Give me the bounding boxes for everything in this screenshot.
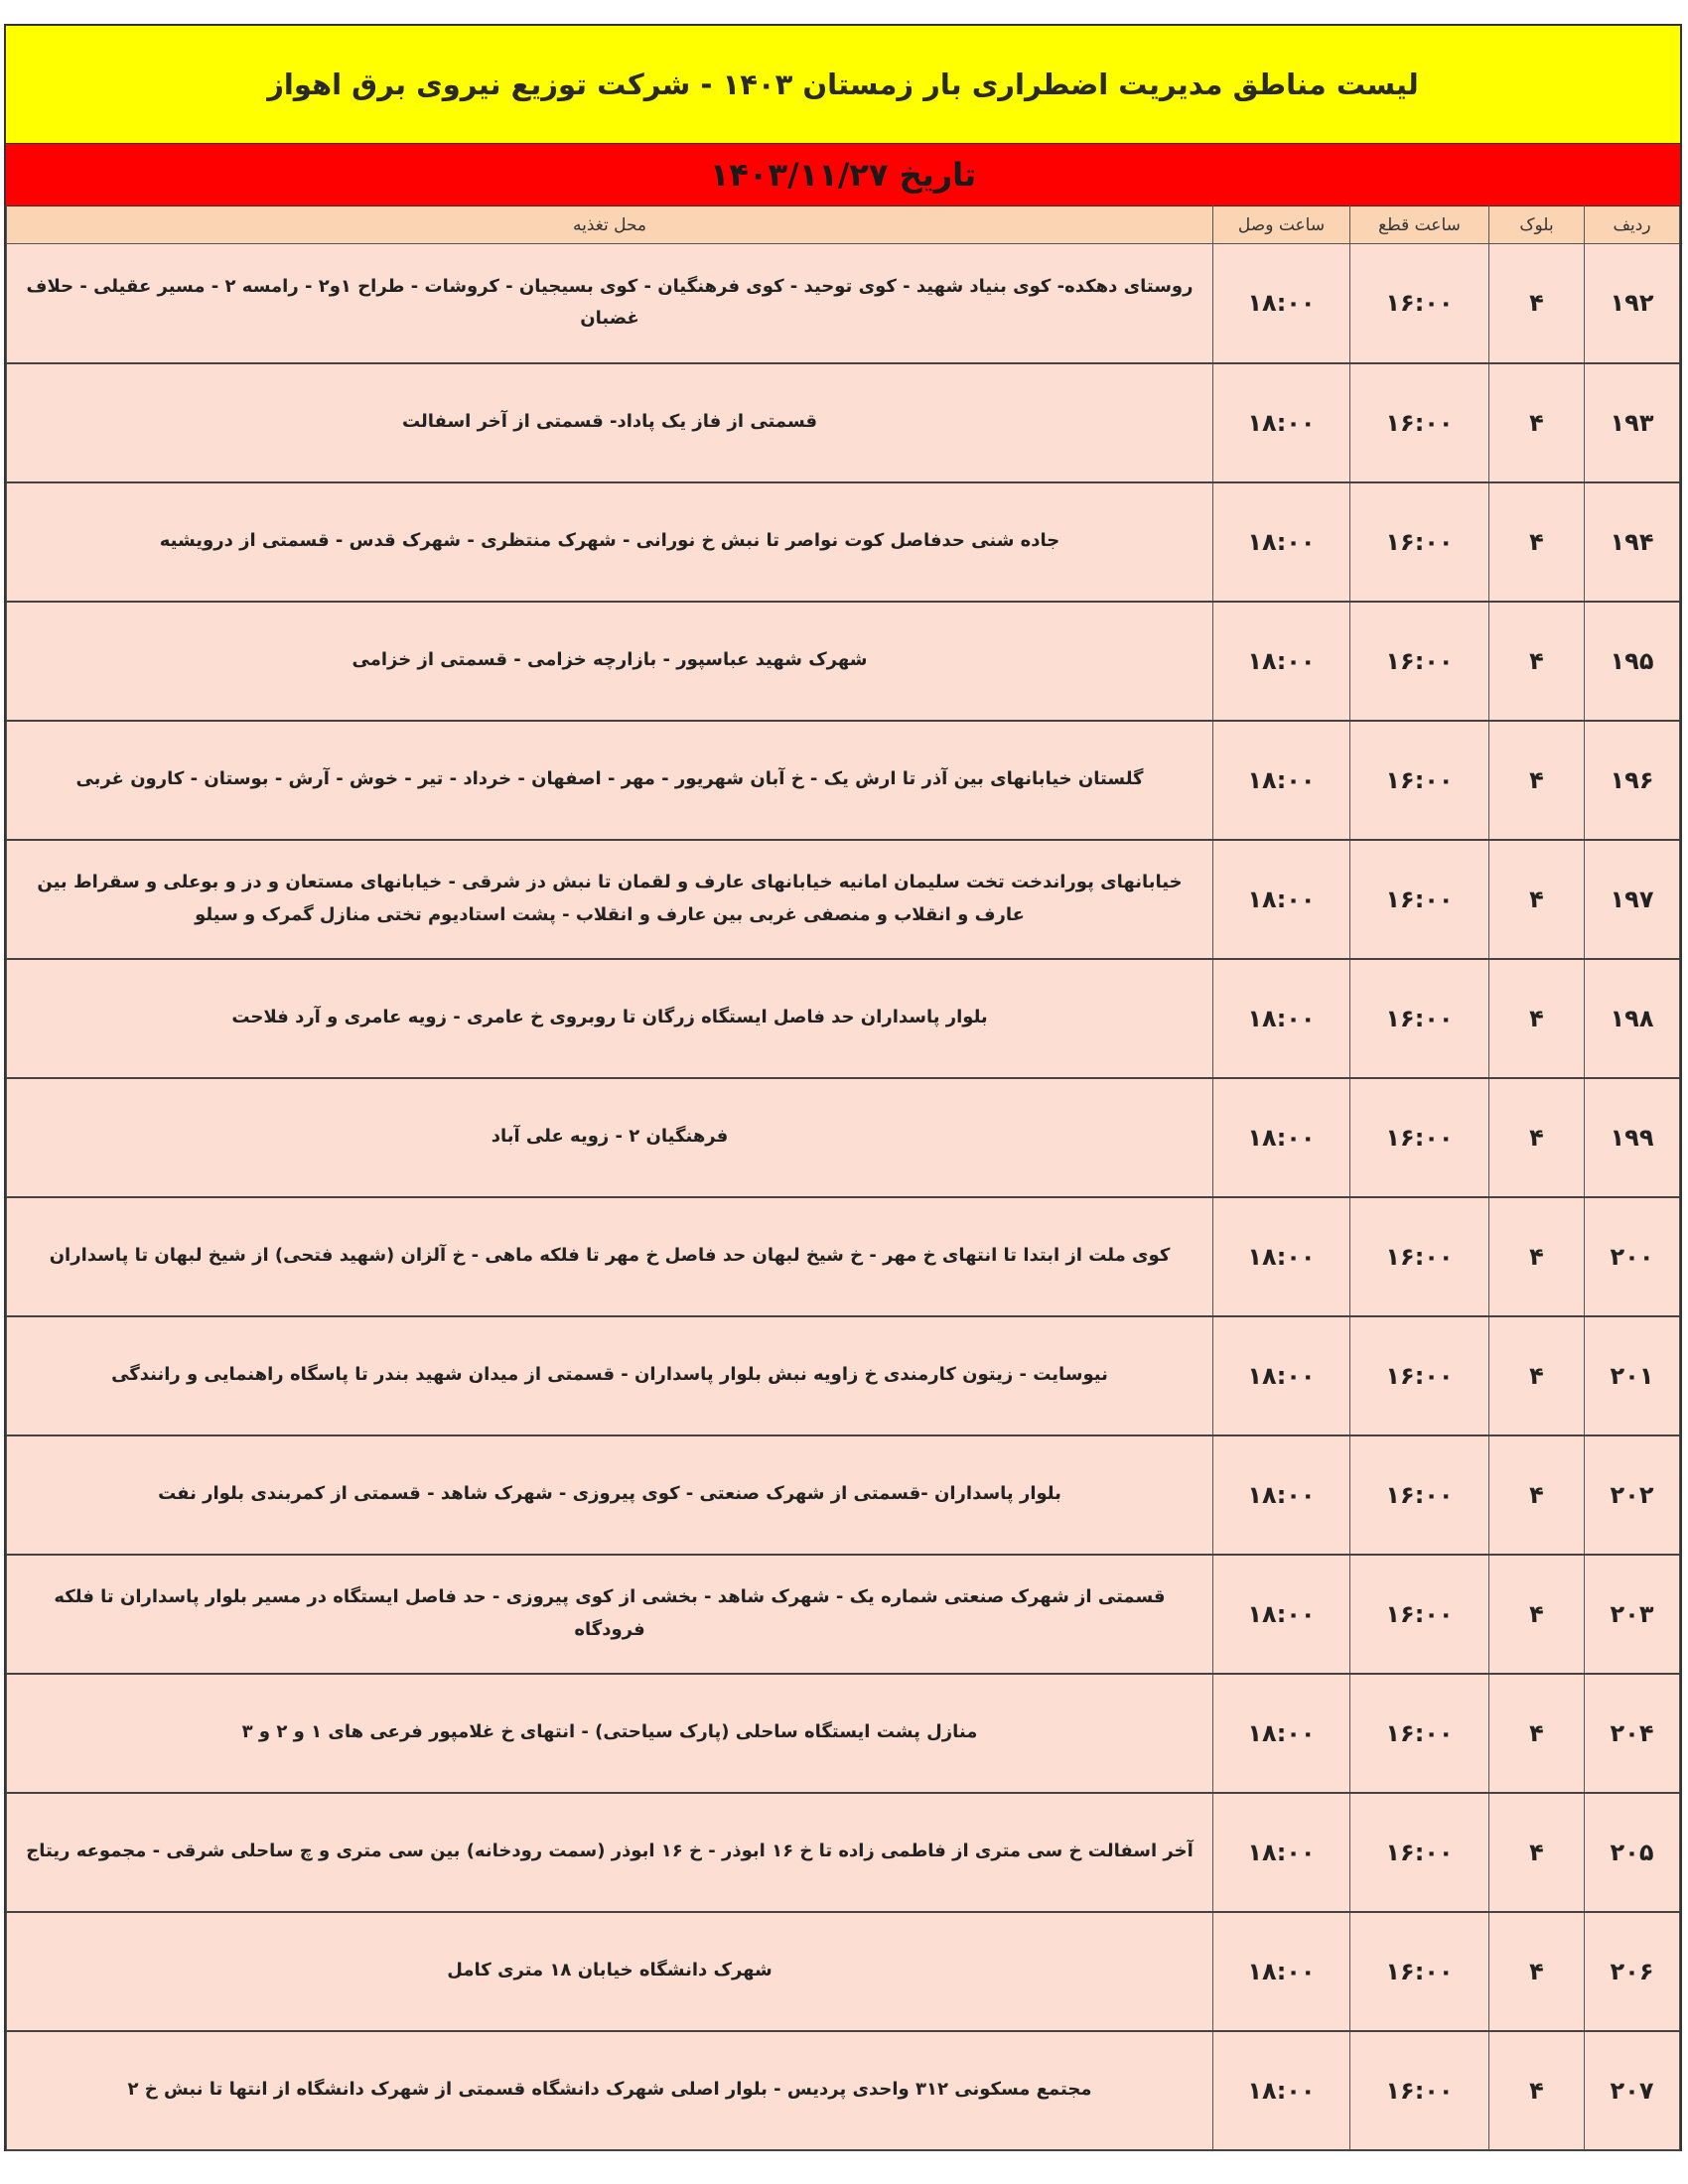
area-cell: روستای دهکده- کوی بنیاد شهید - کوی توحید - کوی فرهنگیان - کوی بسیجیان - کروشات - طراح ۱و۲ - رامسه ۲ - مسیر عقیلی - حلاف غضبان — [7, 244, 1213, 363]
area-cell: بلوار پاسداران -قسمتی از شهرک صنعتی - کوی پیروزی - شهرک شاهد - قسمتی از کمربندی بلوار نفت — [7, 1435, 1213, 1555]
column-header-row-number: ردیف — [1585, 206, 1680, 244]
row-number: ۲۰۶ — [1585, 1912, 1680, 2031]
block-cell: ۴ — [1489, 2031, 1585, 2150]
table-row — [7, 363, 1680, 482]
block-cell: ۴ — [1489, 959, 1585, 1078]
schedule-sheet — [4, 24, 1682, 2151]
block-cell: ۴ — [1489, 244, 1585, 363]
row-number: ۱۹۹ — [1585, 1078, 1680, 1197]
area-cell: گلستان خیابانهای بین آذر تا ارش یک - خ آبان شهریور - مهر - اصفهان - خرداد - تیر - خوش - آرش - بوستان - کارون غربی — [7, 721, 1213, 840]
area-cell: قسمتی از شهرک صنعتی شماره یک - شهرک شاهد - بخشی از کوی پیروزی - حد فاصل ایستگاه در مسیر بلوار پاسداران تا فلکه فرودگاه — [7, 1555, 1213, 1674]
row-number: ۲۰۵ — [1585, 1793, 1680, 1912]
table-row — [7, 1674, 1680, 1793]
cut-time-cell: ۱۶:۰۰ — [1350, 959, 1489, 1078]
table-row — [7, 1316, 1680, 1435]
block-cell: ۴ — [1489, 1197, 1585, 1316]
row-number: ۱۹۳ — [1585, 363, 1680, 482]
table-row — [7, 602, 1680, 721]
cut-time-cell: ۱۶:۰۰ — [1350, 840, 1489, 959]
block-cell: ۴ — [1489, 721, 1585, 840]
row-number: ۲۰۴ — [1585, 1674, 1680, 1793]
row-number: ۲۰۲ — [1585, 1435, 1680, 1555]
column-header-block: بلوک — [1489, 206, 1585, 244]
table-row — [7, 959, 1680, 1078]
cut-time-cell: ۱۶:۰۰ — [1350, 1078, 1489, 1197]
table-header-row — [7, 206, 1680, 244]
outage-table — [6, 205, 1680, 2151]
connect-time-cell: ۱۸:۰۰ — [1213, 840, 1350, 959]
block-cell: ۴ — [1489, 1435, 1585, 1555]
block-cell: ۴ — [1489, 1078, 1585, 1197]
row-number: ۲۰۱ — [1585, 1316, 1680, 1435]
table-row — [7, 1078, 1680, 1197]
area-cell: منازل پشت ایستگاه ساحلی (پارک سیاحتی) - انتهای خ غلامپور فرعی های ۱ و ۲ و ۳ — [7, 1674, 1213, 1793]
cut-time-cell: ۱۶:۰۰ — [1350, 721, 1489, 840]
block-cell: ۴ — [1489, 482, 1585, 602]
table-row — [7, 721, 1680, 840]
date-banner: تاریخ ۱۴۰۳/۱۱/۲۷ — [6, 143, 1680, 205]
area-cell: فرهنگیان ۲ - زویه علی آباد — [7, 1078, 1213, 1197]
row-number: ۲۰۳ — [1585, 1555, 1680, 1674]
row-number: ۱۹۷ — [1585, 840, 1680, 959]
table-row — [7, 482, 1680, 602]
cut-time-cell: ۱۶:۰۰ — [1350, 244, 1489, 363]
area-cell: نیوسایت - زیتون کارمندی خ زاویه نبش بلوار پاسداران - قسمتی از میدان شهید بندر تا پاسگاه راهنمایی و رانندگی — [7, 1316, 1213, 1435]
table-body — [7, 244, 1680, 2150]
area-cell: شهرک دانشگاه خیابان ۱۸ متری کامل — [7, 1912, 1213, 2031]
connect-time-cell: ۱۸:۰۰ — [1213, 1316, 1350, 1435]
area-cell: بلوار پاسداران حد فاصل ایستگاه زرگان تا روبروی خ عامری - زویه عامری و آرد فلاحت — [7, 959, 1213, 1078]
row-number: ۱۹۴ — [1585, 482, 1680, 602]
table-row — [7, 1555, 1680, 1674]
block-cell: ۴ — [1489, 363, 1585, 482]
table-row — [7, 1435, 1680, 1555]
block-cell: ۴ — [1489, 602, 1585, 721]
cut-time-cell: ۱۶:۰۰ — [1350, 1435, 1489, 1555]
connect-time-cell: ۱۸:۰۰ — [1213, 363, 1350, 482]
cut-time-cell: ۱۶:۰۰ — [1350, 602, 1489, 721]
area-cell: آخر اسفالت خ سی متری از فاطمی زاده تا خ ۱۶ ابوذر - خ ۱۶ ابوذر (سمت رودخانه) بین سی متری و چ ساحلی شرقی - مجموعه ریتاج — [7, 1793, 1213, 1912]
connect-time-cell: ۱۸:۰۰ — [1213, 602, 1350, 721]
column-header-cut-time: ساعت قطع — [1350, 206, 1489, 244]
block-cell: ۴ — [1489, 1555, 1585, 1674]
block-cell: ۴ — [1489, 1793, 1585, 1912]
block-cell: ۴ — [1489, 1912, 1585, 2031]
page-title: لیست مناطق مدیریت اضطراری بار زمستان ۱۴۰۳ - شرکت توزیع نیروی برق اهواز — [6, 24, 1680, 143]
column-header-connect-time: ساعت وصل — [1213, 206, 1350, 244]
row-number: ۲۰۷ — [1585, 2031, 1680, 2150]
row-number: ۱۹۸ — [1585, 959, 1680, 1078]
connect-time-cell: ۱۸:۰۰ — [1213, 721, 1350, 840]
area-cell: قسمتی از فاز یک پاداد- قسمتی از آخر اسفالت — [7, 363, 1213, 482]
block-cell: ۴ — [1489, 840, 1585, 959]
connect-time-cell: ۱۸:۰۰ — [1213, 1555, 1350, 1674]
cut-time-cell: ۱۶:۰۰ — [1350, 1793, 1489, 1912]
table-row — [7, 1912, 1680, 2031]
connect-time-cell: ۱۸:۰۰ — [1213, 482, 1350, 602]
connect-time-cell: ۱۸:۰۰ — [1213, 244, 1350, 363]
block-cell: ۴ — [1489, 1674, 1585, 1793]
table-row — [7, 1793, 1680, 1912]
column-header-area: محل تغذیه — [7, 206, 1213, 244]
table-row — [7, 244, 1680, 363]
connect-time-cell: ۱۸:۰۰ — [1213, 1435, 1350, 1555]
connect-time-cell: ۱۸:۰۰ — [1213, 959, 1350, 1078]
cut-time-cell: ۱۶:۰۰ — [1350, 1674, 1489, 1793]
table-row — [7, 1197, 1680, 1316]
row-number: ۱۹۵ — [1585, 602, 1680, 721]
row-number: ۱۹۶ — [1585, 721, 1680, 840]
area-cell: مجتمع مسکونی ۳۱۲ واحدی پردیس - بلوار اصلی شهرک دانشگاه قسمتی از شهرک دانشگاه از انتها تا نبش خ ۲ — [7, 2031, 1213, 2150]
cut-time-cell: ۱۶:۰۰ — [1350, 1555, 1489, 1674]
connect-time-cell: ۱۸:۰۰ — [1213, 1793, 1350, 1912]
table-row — [7, 2031, 1680, 2150]
table-row — [7, 840, 1680, 959]
area-cell: خیابانهای پوراندخت تخت سلیمان امانیه خیابانهای عارف و لقمان تا نبش دز شرقی - خیابانهای مستعان و دز و بوعلی و سقراط بین عارف و انقلاب و منصفی غربی بین عارف و انقلاب - پشت استادیوم تختی منازل گمرک و سیلو — [7, 840, 1213, 959]
connect-time-cell: ۱۸:۰۰ — [1213, 1078, 1350, 1197]
row-number: ۲۰۰ — [1585, 1197, 1680, 1316]
cut-time-cell: ۱۶:۰۰ — [1350, 1912, 1489, 2031]
row-number: ۱۹۲ — [1585, 244, 1680, 363]
connect-time-cell: ۱۸:۰۰ — [1213, 1912, 1350, 2031]
area-cell: شهرک شهید عباسپور - بازارچه خزامی - قسمتی از خزامی — [7, 602, 1213, 721]
cut-time-cell: ۱۶:۰۰ — [1350, 482, 1489, 602]
connect-time-cell: ۱۸:۰۰ — [1213, 1197, 1350, 1316]
area-cell: کوی ملت از ابتدا تا انتهای خ مهر - خ شیخ لبهان حد فاصل خ مهر تا فلکه ماهی - خ آلزان (شهید فتحی) از شیخ لبهان تا پاسداران — [7, 1197, 1213, 1316]
area-cell: جاده شنی حدفاصل کوت نواصر تا نبش خ نورانی - شهرک منتظری - شهرک قدس - قسمتی از درویشیه — [7, 482, 1213, 602]
cut-time-cell: ۱۶:۰۰ — [1350, 2031, 1489, 2150]
cut-time-cell: ۱۶:۰۰ — [1350, 1197, 1489, 1316]
block-cell: ۴ — [1489, 1316, 1585, 1435]
cut-time-cell: ۱۶:۰۰ — [1350, 363, 1489, 482]
cut-time-cell: ۱۶:۰۰ — [1350, 1316, 1489, 1435]
connect-time-cell: ۱۸:۰۰ — [1213, 1674, 1350, 1793]
connect-time-cell: ۱۸:۰۰ — [1213, 2031, 1350, 2150]
